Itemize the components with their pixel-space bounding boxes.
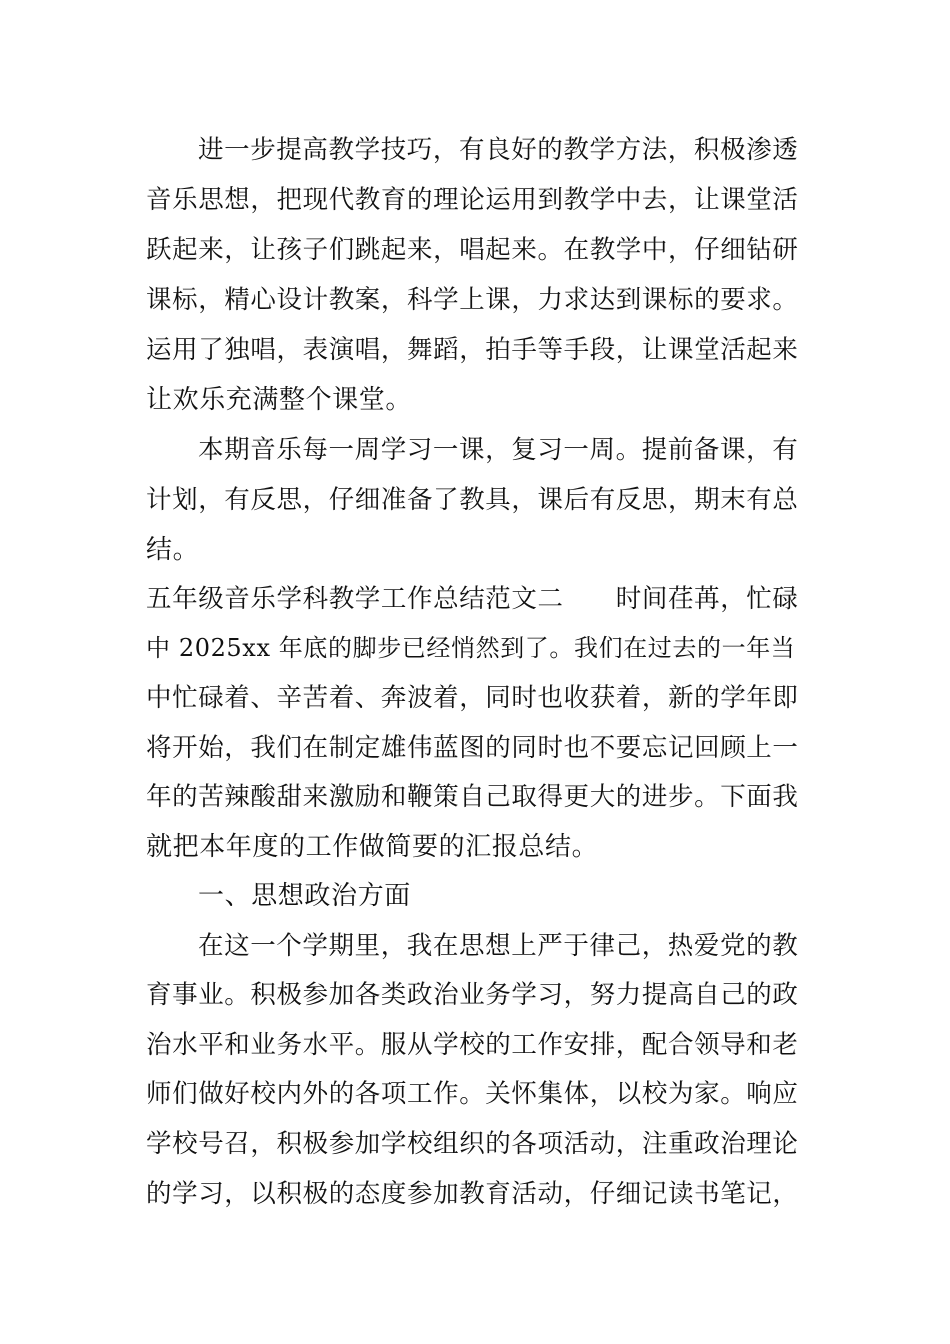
text-line: 跃起来，让孩子们跳起来，唱起来。在教学中，仔细钻研 bbox=[146, 235, 799, 265]
text-line: 本期音乐每一周学习一课，复习一周。提前备课，有 bbox=[198, 435, 799, 465]
text-line: 学校号召，积极参加学校组织的各项活动，注重政治理论 bbox=[146, 1129, 799, 1159]
text-line: 治水平和业务水平。服从学校的工作安排，配合领导和老 bbox=[146, 1030, 799, 1060]
text-line: 运用了独唱，表演唱，舞蹈，拍手等手段，让课堂活起来 bbox=[146, 335, 799, 365]
text-line: 中 2025xx 年底的脚步已经悄然到了。我们在过去的一年当 bbox=[146, 634, 796, 662]
section-heading-line: 五年级音乐学科教学工作总结范文二 时间荏苒，忙碌 bbox=[146, 584, 799, 614]
text-line: 育事业。积极参加各类政治业务学习，努力提高自己的政 bbox=[146, 980, 799, 1010]
text-line: 让欢乐充满整个课堂。 bbox=[146, 385, 413, 415]
text-line: 师们做好校内外的各项工作。关怀集体，以校为家。响应 bbox=[146, 1079, 799, 1109]
text-line: 进一步提高教学技巧，有良好的教学方法，积极渗透 bbox=[198, 135, 799, 165]
text-line: 音乐思想，把现代教育的理论运用到教学中去，让课堂活 bbox=[146, 185, 799, 215]
text-line: 结。 bbox=[146, 535, 200, 565]
text-line: 年的苦辣酸甜来激励和鞭策自己取得更大的进步。下面我 bbox=[146, 782, 799, 812]
text-line: 在这一个学期里，我在思想上严于律己，热爱党的教 bbox=[198, 931, 799, 961]
text-line: 将开始，我们在制定雄伟蓝图的同时也不要忘记回顾上一 bbox=[146, 733, 799, 763]
text-line: 中忙碌着、辛苦着、奔波着，同时也收获着，新的学年即 bbox=[146, 683, 799, 713]
text-line: 计划，有反思，仔细准备了教具，课后有反思，期末有总 bbox=[146, 485, 799, 515]
text-line: 的学习，以积极的态度参加教育活动，仔细记读书笔记， bbox=[146, 1179, 799, 1209]
subheading-line: 一、思想政治方面 bbox=[198, 881, 411, 911]
text-line: 就把本年度的工作做简要的汇报总结。 bbox=[146, 832, 599, 862]
text-line: 课标，精心设计教案，科学上课，力求达到课标的要求。 bbox=[146, 285, 799, 315]
